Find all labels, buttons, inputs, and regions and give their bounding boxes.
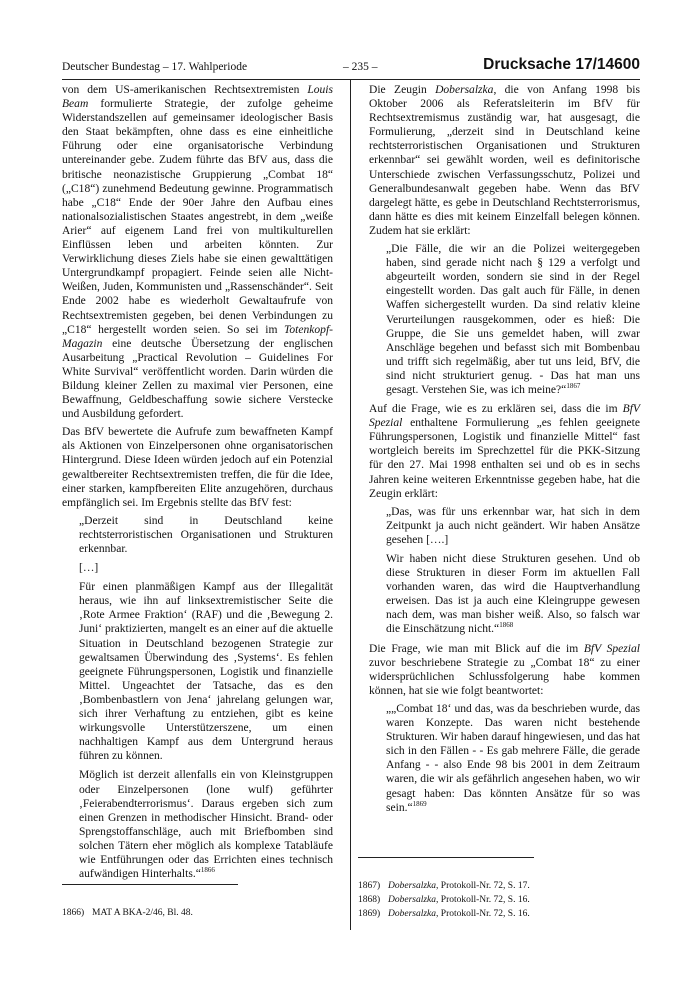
header-doc-number: 14600 [596, 56, 640, 73]
publication-name: BfV Spezial [583, 642, 640, 655]
column-divider [350, 80, 351, 930]
header-parliament: Deutscher Bundestag – 17. Wahlperiode [62, 61, 248, 73]
right-column [369, 83, 640, 820]
quote-ellipsis: […] [79, 562, 99, 575]
person-name: Dobersalzka [435, 84, 494, 96]
footnote: 1866) MAT A BKA-2/46, Bl. 48. [62, 908, 193, 918]
paragraph: Das BfV bewertete die Aufrufe zum bewaffneten Kampf als Aktionen von Einzelpersonen ohne organisatorischen Hintergrund. Diese Ideen würden jedoch auf ein Potenzial gewaltbereiter Rechtsextremisten treffen, die für die Idee, einer starken, kampfbereiten Elite anzugehören, durchaus empfänglich sei. Im Ergebnis stellte das BfV fest: [62, 426, 333, 509]
paragraph: Die Zeugin Dobersalzka, die von Anfang 1998 bis Oktober 2006 als Referatsleiterin im BfV für Rechtsextremismus zuständig war, hat ausgesagt, die Formulierung, „derzeit sind in Deutschland keine rechtsterroristischen Organisationen und Strukturen erkennbar“ sei gewählt worden, weil es definitorische Unterschiede zwischen Verfassungsschutz, Polizei und Generalbundesanwalt gegeben habe. Wenn das BfV dargelegt hätte, es gebe in Deutschland Rechtsterrorismus, dann hätte es dies mit keinem Einzelfall belegen können. Zudem hat sie erklärt: [369, 84, 641, 237]
magazine-name: Totenkopf-Magazin [62, 323, 333, 350]
paragraph: Auf die Frage, wie es zu erklären sei, dass die im BfV Spezial enthaltene Formulierung „es fehlen geeignete Führungspersonen, Logistik und finanzielle Mittel“ fast wortgleich bereits im Sprechzettel für die PKK-Sitzung für den 27. Mai 1998 enthalten sei und ob es in sechs Jahren keine weiteren Erkenntnisse gegeben habe, hat die Zeugin erklärt: [369, 403, 640, 500]
footnote-ref: 1869 [412, 799, 427, 808]
person-name: Louis Beam [62, 84, 333, 111]
footnote-rule [358, 857, 534, 858]
quote: Möglich ist derzeit allenfalls ein von Kleinstgruppen oder Einzelpersonen (lone wulf) geführter ‚Feierabendterrorismus‘. Daraus ergeben sich zum einen Grenzen in methodischer Hinsicht. Brand- oder Sprengstoffanschläge, auch mit Briefbomben sind solchen Tätern eher möglich als komplexe Tatabläufe wie Entführungen oder das Errichten eines technisch aufwändigen Hinterhalts.“$^{1866}$ [79, 769, 333, 881]
page-header [62, 56, 640, 80]
footnote-ref: 1866 [200, 866, 215, 875]
quote: Wir haben nicht diese Strukturen gesehen. Und ob diese Strukturen in dieser Form im aktuellen Fall vorhanden waren, das wird die Hauptverhandlung erweisen. Das ist ja auch eine Kleingruppe gewesen nach dem, was man bisher weiß. Also, so falsch war die Einschätzung nicht.“$^{1868}$ [386, 553, 640, 636]
quote: „Das, was für uns erkennbar war, hat sich in dem Zeitpunkt ja auch nicht geändert. Wir haben Ansätze gesehen [….] [386, 505, 640, 546]
header-doc-label: Drucksache 17/ [483, 56, 597, 73]
footnote: 1869) Dobersalzka, Protokoll-Nr. 72, S. 16. [358, 909, 530, 919]
header-doc-id [483, 56, 640, 74]
paragraph: von dem US-amerikanischen Rechtsextremisten Louis Beam formulierte Strategie, der zufolge geheime Widerstandszellen auf gemeinsamer ideologischer Basis den Staat bekämpften, ohne dass es eine einheitliche Führung oder eine organisatorische Verbindung untereinander gebe. Zudem führte das BfV aus, dass die britische neonazistische Gruppierung „Combat 18“ („C18“) zunehmend Bedeutung gewinne. Programmatisch habe „C18“ Ende der 90er Jahre den Aufbau eines nationalsozialistischen Staates angestrebt, in dem „weiße Arier“ auf eigenem Land frei von multikulturellen Einflüssen leben und arbeiten könnten. Zur Verwirklichung dieses Ziels habe sie einen gewalttätigen Untergrundkampf propagiert. Feinde seien alle Nicht-Weißen, Juden, Kommunisten und „Rassenschänder“. Seit Ende 2002 habe es wiederholt Gewaltaufrufe von Rechtsextremisten gegeben, bei denen Verbindungen zu „C18“ hergestellt worden seien. So sei im Totenkopf-Magazin eine deutsche Übersetzung der englischen Ausarbeitung „Practical Revolution – Guidelines For White Survival“ veröffentlicht worden. Darin würden die Bildung kleiner Zellen zu maximal vier Personen, eine Bewaffnung, Geldbeschaffung sowie sichere Verstecke und Ausbildung gefordert. [62, 84, 333, 421]
header-rule [62, 79, 640, 80]
quote: „Derzeit sind in Deutschland keine rechtsterroristischen Organisationen und Strukturen erkennbar. [79, 514, 333, 555]
footnote-ref: 1867 [566, 382, 581, 391]
quote: „„Combat 18‘ und das, was da beschrieben wurde, das waren Konzepte. Das waren nicht bestehende Strukturen. Wir haben darauf hingewiesen, und das hat sich in den Fällen - - Es gab mehrere Fälle, die gerade Anfang - - also Ende 98 bis 2001 in dem Zeitraum waren, die wir als gefährlich angesehen haben, wo wir gesagt haben: Das könnten Ansätze für so was sein.“$^{1869}$ [386, 702, 640, 814]
left-column [62, 83, 333, 886]
paragraph: Die Frage, wie man mit Blick auf die im BfV Spezial zuvor beschriebene Strategie zu „Combat 18“ zu einer widersprüchlichen Schlussfolgerung habe kommen können, hat sie wie folgt beantwortet: [369, 642, 640, 697]
quote: Für einen planmäßigen Kampf aus der Illegalität heraus, wie ihn auf linksextremistischer Seite die ‚Rote Armee Fraktion‘ (RAF) und die ‚Bewegung 2. Juni‘ praktizierten, mangelt es an einer auf die aktuelle Situation in Deutschland bezogenen Strategie zur gewaltsamen Überwindung des ‚Systems‘. Es fehlen geeignete Führungspersonen, Logistik und finanzielle Mittel. Ungeachtet der Tatsache, das es den ‚Bombenbastlern von Jena‘ jahrelang gelungen war, sich ihrer Verhaftung zu entziehen, gibt es keine wirkungsvolle Unterstützerszene, um einen nachhaltigen Kampf aus dem Untergrund heraus führen zu können. [79, 581, 333, 763]
header-page-number: – 235 – [343, 61, 378, 73]
footnote: 1868) Dobersalzka, Protokoll-Nr. 72, S. 16. [358, 895, 530, 905]
publication-name: BfV Spezial [369, 403, 640, 430]
footnote: 1867) Dobersalzka, Protokoll-Nr. 72, S. 17. [358, 881, 530, 891]
footnote-ref: 1868 [499, 621, 514, 630]
quote: „Die Fälle, die wir an die Polizei weitergegeben haben, sind gerade nicht nach § 129 a verfolgt und abgeurteilt worden, sondern sie sind in der Regel eingestellt worden. Das galt auch für Fälle, in denen Waffen sichergestellt wurden. Da sind relativ kleine Verurteilungen rausgekommen, oder es hieß: Die Gruppe, die Sie uns gemeldet haben, will zwar Anschläge begehen und befasst sich mit Bombenbau und trifft sich regelmäßig, aber tut uns leid, BfV, die sind nicht strukturiert genug. - Das hat man uns gesagt. Verstehen Sie, was ich meine?“$^{1867}$ [386, 243, 640, 396]
footnote-rule [62, 884, 238, 885]
